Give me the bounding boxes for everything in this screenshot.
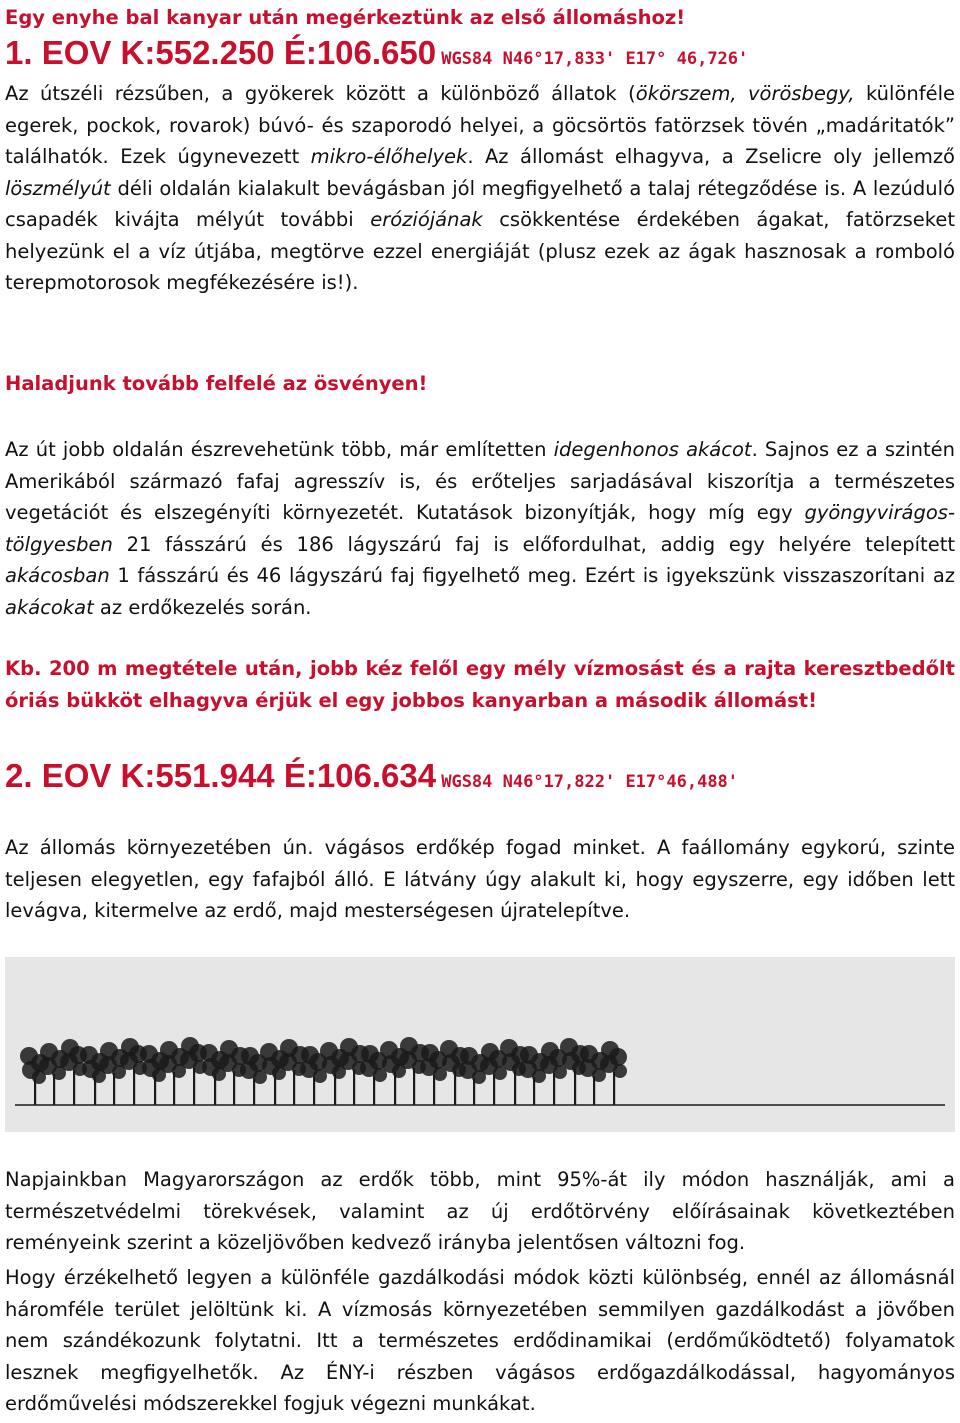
station-1-coordinates: 1. EOV K:552.250 É:106.650	[5, 34, 437, 71]
station-2-heading	[5, 757, 955, 795]
directions-note: Kb. 200 m megtétele után, jobb kéz felől egy mély vízmosást és a rajta keresztbedőlt óriás bükköt elhagyva érjük el egy jobbos kanyarban a második állomást!	[5, 657, 955, 712]
station-1-wgs: WGS84 N46°17,833' E17° 46,726'	[441, 49, 749, 69]
intro-note: Egy enyhe bal kanyar után megérkeztünk az első állomáshoz!	[5, 6, 686, 29]
even-aged-forest-illustration	[5, 957, 955, 1132]
forestry-paragraph: Napjainkban Magyarországon az erdők több, mint 95%-át ily módon használják, ami a természetvédelmi törekvések, valamint az új erdőtörvény előírásainak következtében reményeink szerint a közeljövőben kedvező irányba jelentősen változni fog.	[5, 1168, 955, 1254]
acacia-paragraph: Az út jobb oldalán észrevehetünk több, már említetten idegenhonos akácot. Sajnos ez a szintén Amerikából származó fafaj agresszív is, és erőteljes sarjadásával kiszorítja a természetes vegetációt és elszegényíti környezetét. Kutatások bizonyítják, hogy míg egy gyöngyvirágos-tölgyesben 21 fásszárú és 186 lágyszárú faj is előfordulhat, addig egy helyére telepített akácosban 1 fásszárú és 46 lágyszárú faj figyelhető meg. Ezért is igyekszünk visszaszorítani az akácokat az erdőkezelés során.	[5, 438, 956, 619]
management-paragraph: Hogy érzékelhető legyen a különféle gazdálkodási módok közti különbség, ennél az állomásnál háromféle terület jelöltünk ki. A vízmosás környezetében semmilyen gazdálkodást a jövőben nem szándékozunk folytatni. Itt a természetes erdődinamikai (erdőműködtető) folyamatok lesznek megfigyelhetők. Az ÉNY-i részben vágásos erdőgazdálkodással, hagyományos erdőművelési módszerekkel fogjuk végezni munkákat.	[5, 1266, 955, 1415]
continue-note: Haladjunk tovább felfelé az ösvényen!	[5, 372, 428, 395]
station-1-description: Az útszéli rézsűben, a gyökerek között a különböző állatok (ökörszem, vörösbegy, különféle egerek, pockok, rovarok) búvó- és szaporodó helyei, a göcsörtös fatörzsek tövén „madáritatók” találhatók. Ezek úgynevezett mikro-élőhelyek. Az állomást elhagyva, a Zselicre oly jellemző löszmélyút déli oldalán kialakult bevágásban jól megfigyelhető a talaj rétegződése is. A lezúduló csapadék kivájta mélyút további eróziójának csökkentése érdekében ágakat, fatörzseket helyezünk el a víz útjába, megtörve ezzel energiáját (plusz ezek az ágak hasznosak a romboló terepmotorosok megfékezésére is!).	[5, 82, 956, 294]
station-2-wgs: WGS84 N46°17,822' E17°46,488'	[441, 772, 739, 792]
forest-drawing	[5, 957, 955, 1132]
station-2-description: Az állomás környezetében ún. vágásos erdőkép fogad minket. A faállomány egykorú, szinte teljesen elegyetlen, egy fafajból álló. E látvány úgy alakult ki, hogy egyszerre, egy időben lett levágva, kitermelve az erdő, majd mesterségesen újratelepítve.	[5, 836, 955, 922]
station-2-coordinates: 2. EOV K:551.944 É:106.634	[5, 757, 437, 794]
station-1-heading	[5, 34, 955, 72]
